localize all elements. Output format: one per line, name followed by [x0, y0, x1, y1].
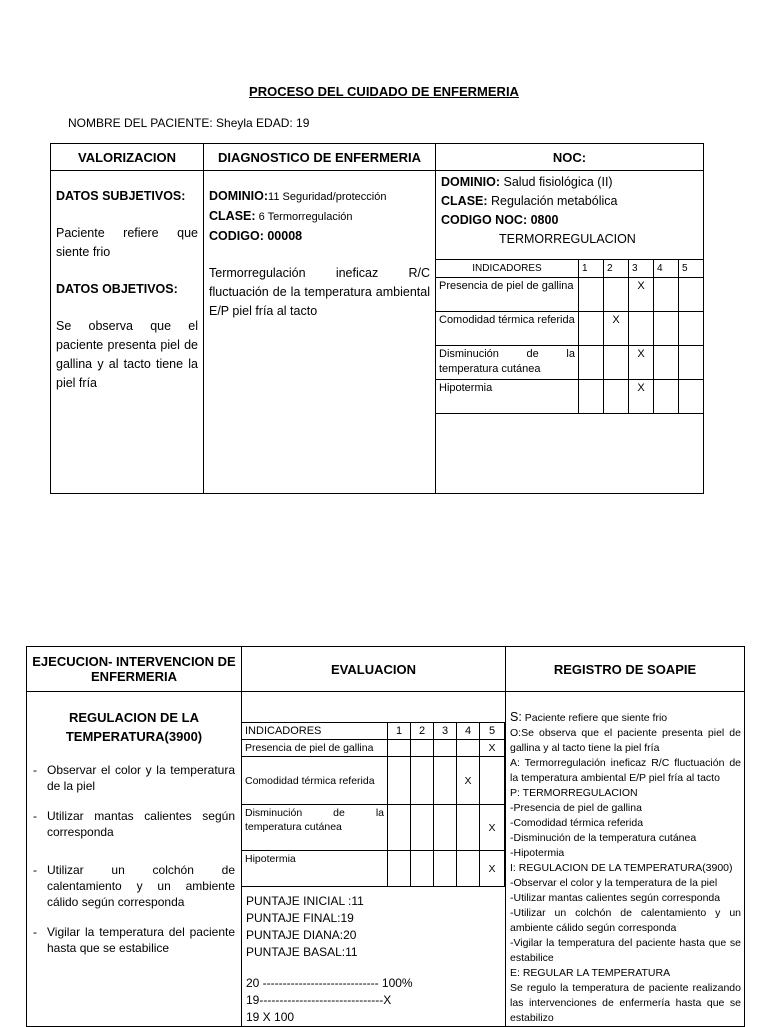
valorizacion-cell: [51, 171, 204, 494]
soapie-line: [510, 710, 741, 726]
diagnostico-cell: [204, 171, 436, 494]
diagnosis-text: Termorregulación ineficaz R/C fluctuación de la temperatura ambiental E/P piel fría al tacto: [209, 266, 430, 318]
indicator-label: Hipotermia: [436, 380, 579, 414]
score-mark: [654, 346, 679, 380]
score-mark: X: [480, 851, 505, 887]
score-mark: [604, 346, 629, 380]
header-valorizacion: VALORIZACION: [51, 144, 204, 171]
score-mark: [434, 757, 457, 805]
care-process-table: [50, 143, 704, 494]
indicators-header: INDICADORES: [436, 260, 579, 278]
list-item: - Vigilar la temperatura del paciente hasta que se estabilice: [47, 924, 235, 956]
puntaje-inicial: PUNTAJE INICIAL :11: [246, 894, 364, 908]
score-mark: X: [457, 757, 480, 805]
soapie-cell: [506, 692, 745, 1027]
table-row: [436, 278, 704, 312]
patient-info: NOMBRE DEL PACIENTE: Sheyla EDAD: 19: [68, 116, 310, 130]
header-evaluacion: EVALUACION: [242, 647, 506, 692]
subjective-text: Paciente refiere que siente frio: [56, 226, 198, 259]
header-soapie: REGISTRO DE SOAPIE: [506, 647, 745, 692]
header-ejecucion: EJECUCION- INTERVENCION DE ENFERMERIA: [27, 647, 242, 692]
table-row: [436, 312, 704, 346]
soapie-line: -Utilizar mantas calientes según corresponda: [510, 892, 721, 904]
scale-1: 1: [579, 260, 604, 278]
soapie-text: REGULAR LA TEMPERATURA: [519, 967, 671, 979]
clase-label: CLASE:: [209, 209, 256, 223]
soapie-line: [510, 726, 741, 756]
soapie-line: [510, 756, 741, 786]
score-mark: [434, 851, 457, 887]
soapie-text: Se observa que el paciente presenta piel de gallina y al tacto tiene la piel fría: [510, 727, 741, 754]
intervention-title: REGULACION DE LA TEMPERATURA(3900): [65, 710, 203, 744]
soapie-text: Termorregulación ineficaz R/C fluctuación de la temperatura ambiental E/P piel fría al tacto: [510, 757, 741, 784]
indicator-label: Disminución de la temperatura cutánea: [436, 346, 579, 380]
noc-codigo-value: 0800: [527, 213, 559, 227]
score-mark: [457, 740, 480, 757]
score-mark: [411, 757, 434, 805]
score-mark: X: [480, 740, 505, 757]
subjective-heading: DATOS SUBJETIVOS:: [56, 189, 186, 203]
soapie-key: A:: [510, 757, 520, 769]
calculation-line: 20 ----------------------------- 100%: [246, 976, 413, 990]
soapie-key: E:: [510, 967, 520, 979]
soapie-line: -Disminución de la temperatura cutánea: [510, 832, 697, 844]
soapie-text: REGULACION DE LA TEMPERATURA(3900): [515, 862, 733, 874]
puntaje-diana: PUNTAJE DIANA:20: [246, 928, 357, 942]
table-row: [242, 740, 505, 757]
table-row: [242, 805, 505, 851]
clase-value: 6 Termorregulación: [255, 211, 353, 223]
score-mark: [679, 346, 704, 380]
soapie-line: [510, 966, 741, 981]
soapie-record: [506, 692, 744, 1026]
indicators-header: INDICADORES: [242, 723, 388, 740]
score-mark: X: [604, 312, 629, 346]
evaluation-indicators-table: [241, 722, 505, 887]
soapie-text: Paciente refiere que siente frio: [521, 712, 668, 724]
soapie-line: -Presencia de piel de gallina: [510, 802, 642, 814]
score-mark: X: [629, 278, 654, 312]
list-item: - Utilizar mantas calientes según corresponda: [47, 808, 235, 840]
score-mark: [604, 278, 629, 312]
score-mark: [388, 805, 411, 851]
dominio-label: DOMINIO:: [209, 189, 269, 203]
noc-clase-label: CLASE:: [441, 194, 488, 208]
intervention-table: [26, 646, 745, 1027]
objective-text: Se observa que el paciente presenta piel de gallina y al tacto tiene la piel fría: [56, 319, 198, 390]
objective-heading: DATOS OBJETIVOS:: [56, 282, 178, 296]
scale-2: 2: [411, 723, 434, 740]
indicator-label: Comodidad térmica referida: [436, 312, 579, 346]
soapie-key: P:: [510, 787, 520, 799]
score-mark: [457, 851, 480, 887]
scale-1: 1: [388, 723, 411, 740]
soapie-line: -Utilizar un colchón de calentamiento y un ambiente cálido según corresponda: [510, 907, 741, 934]
soapie-key: S:: [510, 710, 522, 724]
score-mark: [480, 757, 505, 805]
score-mark: [679, 278, 704, 312]
evaluacion-cell: [242, 692, 506, 1027]
soapie-line: -Hipotermia: [510, 847, 565, 859]
soapie-line: [510, 786, 741, 801]
indicator-label: Comodidad térmica referida: [242, 757, 388, 805]
score-mark: [679, 312, 704, 346]
score-mark: [388, 740, 411, 757]
dominio-value: 11 Seguridad/protección: [268, 191, 387, 203]
scale-3: 3: [434, 723, 457, 740]
score-mark: [629, 312, 654, 346]
noc-clase-value: Regulación metabólica: [487, 194, 618, 208]
noc-codigo-label: CODIGO NOC:: [441, 213, 528, 227]
score-mark: [411, 740, 434, 757]
score-mark: X: [629, 380, 654, 414]
score-mark: [457, 805, 480, 851]
score-mark: [388, 757, 411, 805]
noc-name: TERMORREGULACION: [499, 232, 636, 246]
action-list: [27, 762, 241, 956]
codigo-label: CODIGO:: [209, 229, 264, 243]
soapie-line: -Comodidad térmica referida: [510, 817, 644, 829]
score-mark: [411, 805, 434, 851]
indicator-label: Disminución de la temperatura cutánea: [242, 805, 388, 851]
calculation-line: 19-------------------------------X: [246, 993, 392, 1007]
table-row: [436, 346, 704, 380]
header-noc: NOC:: [436, 144, 704, 171]
indicator-label: Presencia de piel de gallina: [436, 278, 579, 312]
list-item: - Observar el color y la temperatura de la piel: [47, 762, 235, 794]
indicator-label: Hipotermia: [242, 851, 388, 887]
soapie-key: O:: [510, 727, 522, 739]
soapie-line: Se regulo la temperatura de paciente realizando las intervenciones de enfermería hasta que se estabilizo: [510, 982, 741, 1024]
score-mark: [388, 851, 411, 887]
score-mark: [434, 805, 457, 851]
soapie-line: [510, 861, 741, 876]
score-mark: [654, 278, 679, 312]
score-mark: [434, 740, 457, 757]
list-item: - Utilizar un colchón de calentamiento y un ambiente cálido según corresponda: [47, 862, 235, 910]
ejecucion-cell: [27, 692, 242, 1027]
score-mark: [579, 346, 604, 380]
puntaje-basal: PUNTAJE BASAL:11: [246, 945, 358, 959]
scale-5: 5: [480, 723, 505, 740]
indicator-label: Presencia de piel de gallina: [242, 740, 388, 757]
score-mark: [654, 312, 679, 346]
table-row: [242, 851, 505, 887]
noc-cell: [436, 171, 704, 494]
noc-indicators-table: [435, 259, 704, 414]
score-mark: [679, 380, 704, 414]
scale-4: 4: [654, 260, 679, 278]
scale-5: 5: [679, 260, 704, 278]
soapie-line: -Observar el color y la temperatura de la piel: [510, 877, 718, 889]
header-diagnostico: DIAGNOSTICO DE ENFERMERIA: [204, 144, 436, 171]
soapie-key: I:: [510, 862, 516, 874]
score-mark: [654, 380, 679, 414]
scale-3: 3: [629, 260, 654, 278]
score-mark: [579, 278, 604, 312]
score-mark: [604, 380, 629, 414]
table-row: [242, 757, 505, 805]
scale-2: 2: [604, 260, 629, 278]
soapie-line: -Vigilar la temperatura del paciente hasta que se estabilice: [510, 937, 741, 964]
score-mark: X: [629, 346, 654, 380]
calculation-line: 19 X 100: [246, 1010, 295, 1024]
codigo-value: 00008: [263, 229, 303, 243]
soapie-text: TERMORREGULACION: [519, 787, 638, 799]
page-title: PROCESO DEL CUIDADO DE ENFERMERIA: [249, 84, 519, 99]
noc-dominio-label: DOMINIO:: [441, 175, 501, 189]
noc-dominio-value: Salud fisiológica (II): [500, 175, 613, 189]
table-row: [436, 380, 704, 414]
score-mark: X: [480, 805, 505, 851]
puntaje-final: PUNTAJE FINAL:19: [246, 911, 354, 925]
score-mark: [579, 380, 604, 414]
score-mark: [579, 312, 604, 346]
scale-4: 4: [457, 723, 480, 740]
score-mark: [411, 851, 434, 887]
